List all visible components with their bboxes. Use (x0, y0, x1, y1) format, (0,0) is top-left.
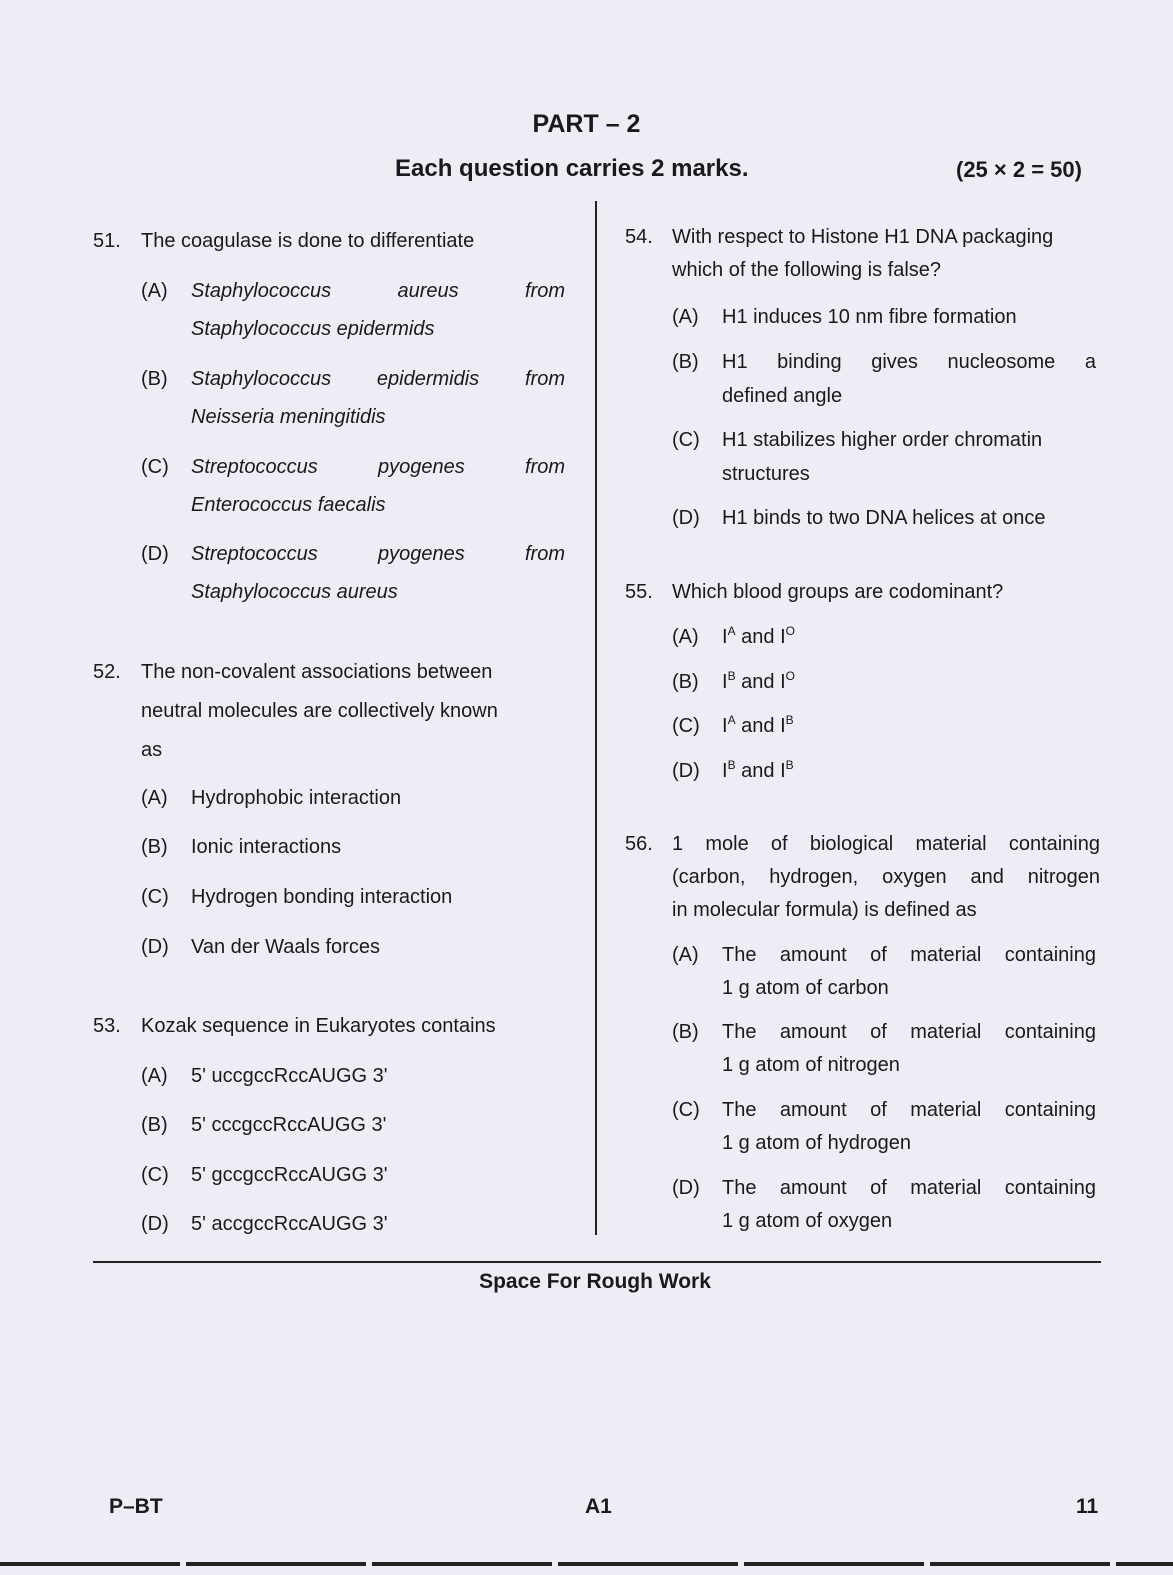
option-text: from (524, 543, 565, 565)
option-52d (141, 928, 565, 968)
option-52c (141, 878, 565, 918)
option-label: (C) (141, 886, 169, 908)
question-stem: 1 mole of biological material containing (672, 833, 1100, 855)
marks-total: (25 × 2 = 50) (956, 157, 1082, 182)
option-text: $I^B$ and $I^B$ (722, 758, 794, 782)
option-text: Staphylococcus (191, 280, 332, 302)
option-label: (C) (672, 1099, 700, 1121)
option-text: Ionic interactions (191, 836, 342, 858)
question-53 (93, 1007, 573, 1047)
option-text: H1 stabilizes higher order chromatin (722, 429, 1043, 451)
marks-instruction: Each question carries 2 marks. (395, 155, 749, 182)
option-text: from (524, 280, 565, 302)
option-label: (D) (141, 1213, 169, 1235)
option-text: Staphylococcus aureus (191, 581, 398, 603)
option-label: (C) (672, 715, 700, 737)
option-text: epidermidis (376, 368, 480, 390)
option-53c (141, 1156, 565, 1196)
option-label: (B) (672, 1021, 699, 1043)
question-number: 52. (93, 661, 121, 683)
option-53b (141, 1106, 565, 1146)
question-51 (93, 222, 573, 262)
option-text: $I^B$ and $I^O$ (722, 669, 795, 693)
option-55a (672, 620, 1100, 656)
option-55c (672, 709, 1100, 745)
option-text: H1 binds to two DNA helices at once (722, 507, 1046, 529)
question-stem: in molecular formula) is defined as (672, 899, 977, 921)
option-text: 5' gccgccRccAUGG 3' (191, 1164, 388, 1186)
question-number: 51. (93, 230, 121, 252)
option-text: H1 binding gives nucleosome a (722, 351, 1096, 373)
option-text: from (525, 368, 565, 390)
option-text: Streptococcus (191, 543, 318, 565)
option-text: 1 g atom of hydrogen (722, 1132, 912, 1154)
option-label: (A) (141, 280, 168, 302)
option-text: $I^A$ and $I^O$ (722, 624, 795, 648)
option-text: 5' accgccRccAUGG 3' (191, 1213, 388, 1235)
question-56 (625, 828, 1100, 930)
question-stem: as (141, 739, 163, 761)
option-52a (141, 779, 565, 819)
option-52b (141, 828, 565, 868)
section-rule (93, 1261, 1101, 1263)
option-54b (672, 345, 1100, 415)
option-label: (D) (141, 936, 169, 958)
question-stem: The non-covalent associations between (141, 661, 493, 683)
option-label: (D) (672, 1177, 700, 1199)
option-label: (B) (141, 836, 168, 858)
option-text: Enterococcus faecalis (191, 494, 386, 516)
option-label: (B) (141, 1114, 168, 1136)
option-text: The amount of material containing (722, 1099, 1096, 1121)
option-text: 5' cccgccRccAUGG 3' (191, 1114, 387, 1136)
page-number: 11 (1076, 1495, 1099, 1518)
option-text: H1 induces 10 nm fibre formation (722, 306, 1017, 328)
option-51a (141, 272, 565, 352)
option-56a (672, 939, 1100, 1009)
option-51d (141, 535, 565, 615)
rough-work-heading: Space For Rough Work (479, 1270, 711, 1293)
option-text: The amount of material containing (722, 944, 1096, 966)
option-label: (C) (141, 1164, 169, 1186)
option-label: (D) (672, 507, 700, 529)
question-number: 54. (625, 226, 653, 248)
option-text: 1 g atom of carbon (722, 977, 889, 999)
option-label: (A) (672, 626, 699, 648)
option-text: pyogenes (377, 456, 465, 478)
question-stem: which of the following is false? (672, 259, 942, 281)
option-label: (C) (672, 429, 700, 451)
option-label: (A) (672, 306, 699, 328)
option-text: structures (722, 463, 810, 485)
option-53d (141, 1205, 565, 1245)
option-text: The amount of material containing (722, 1177, 1096, 1199)
question-stem: (carbon, hydrogen, oxygen and nitrogen (672, 866, 1100, 888)
option-text: Streptococcus (191, 456, 318, 478)
option-55d (672, 754, 1100, 790)
option-text: Neisseria meningitidis (191, 406, 386, 428)
footer-series: A1 (585, 1495, 612, 1518)
option-text: Staphylococcus epidermids (191, 318, 435, 340)
option-text: 1 g atom of nitrogen (722, 1054, 900, 1076)
option-label: (A) (141, 1065, 168, 1087)
option-text: $I^A$ and $I^B$ (722, 713, 794, 737)
scan-bottom-edge (0, 1562, 1173, 1566)
option-label: (A) (672, 944, 699, 966)
part-title: PART – 2 (532, 110, 641, 138)
question-52 (93, 653, 573, 773)
option-text: Hydrophobic interaction (191, 787, 402, 809)
question-stem: Kozak sequence in Eukaryotes contains (141, 1015, 496, 1037)
question-number: 53. (93, 1015, 121, 1037)
question-stem: Which blood groups are codominant? (672, 581, 1004, 603)
option-text: The amount of material containing (722, 1021, 1096, 1043)
option-56d (672, 1172, 1100, 1242)
question-stem: With respect to Histone H1 DNA packaging (672, 226, 1054, 248)
option-56b (672, 1016, 1100, 1086)
option-text: Hydrogen bonding interaction (191, 886, 453, 908)
option-label: (B) (672, 671, 699, 693)
option-label: (D) (672, 760, 700, 782)
footer-code: P–BT (109, 1495, 163, 1518)
option-53a (141, 1057, 565, 1097)
option-text: defined angle (722, 385, 843, 407)
option-text: 5' uccgccRccAUGG 3' (191, 1065, 388, 1087)
option-54a (672, 300, 1100, 336)
option-56c (672, 1094, 1100, 1164)
question-stem: neutral molecules are collectively known (141, 700, 498, 722)
option-label: (C) (141, 456, 169, 478)
option-label: (A) (141, 787, 168, 809)
option-55b (672, 665, 1100, 701)
option-label: (B) (141, 368, 168, 390)
option-51b (141, 360, 565, 440)
column-divider (595, 201, 597, 1235)
option-text: aureus (397, 280, 459, 302)
option-text: Van der Waals forces (191, 936, 380, 958)
option-text: 1 g atom of oxygen (722, 1210, 893, 1232)
question-54 (625, 221, 1100, 291)
option-text: Staphylococcus (191, 368, 332, 390)
option-51c (141, 448, 565, 528)
question-number: 55. (625, 581, 653, 603)
option-text: pyogenes (377, 543, 465, 565)
question-number: 56. (625, 833, 653, 855)
option-label: (D) (141, 543, 169, 565)
option-text: from (524, 456, 565, 478)
option-54d (672, 501, 1100, 537)
question-stem: The coagulase is done to differentiate (141, 230, 475, 252)
option-54c (672, 423, 1100, 493)
option-label: (B) (672, 351, 699, 373)
question-55 (625, 575, 1100, 611)
